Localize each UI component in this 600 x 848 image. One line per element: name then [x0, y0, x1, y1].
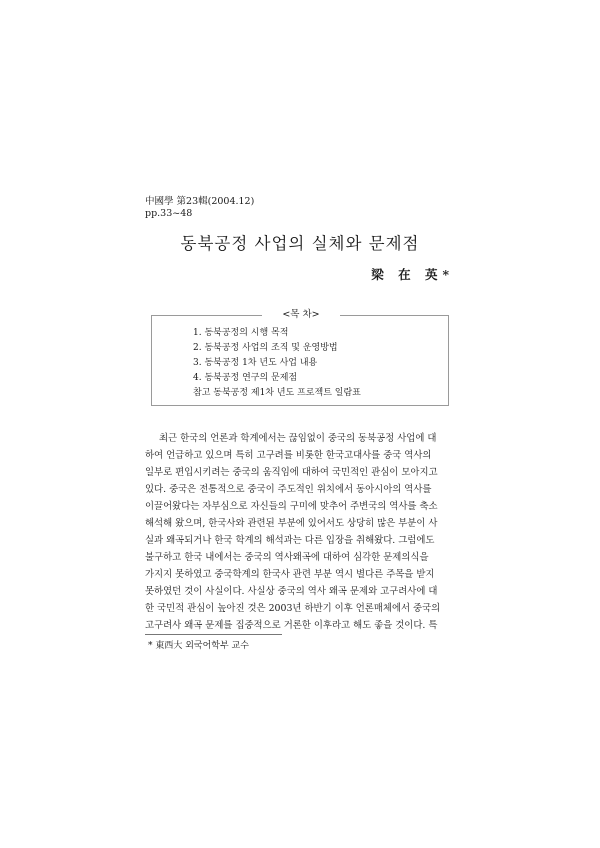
- toc-item: 2. 동북공정 사업의 조직 및 운영방법: [193, 343, 338, 353]
- toc-heading: <목 차>: [262, 308, 340, 321]
- toc-list: [193, 326, 361, 401]
- author-name: 梁 在 英*: [371, 267, 454, 282]
- body-line: 해석해 왔으며, 한국사와 관련된 부분에 있어서도 상당히 많은 부분이 사: [145, 518, 438, 529]
- toc-item: 1. 동북공정의 시행 목적: [193, 328, 289, 338]
- body-line: 불구하고 한국 내에서는 중국의 역사왜곡에 대하여 심각한 문제의식을: [145, 552, 429, 563]
- article-title: 동북공정 사업의 실체와 문제점: [180, 234, 420, 253]
- body-line: 최근 한국의 언론과 학계에서는 끊임없이 중국의 동북공정 사업에 대: [159, 433, 437, 444]
- body-line: 하여 언급하고 있으며 특히 고구려를 비롯한 한국고대사를 중국 역사의: [145, 450, 432, 461]
- body-line: 고구려사 왜곡 문제를 집중적으로 거론한 이후라고 해도 좋을 것이다. 특: [145, 620, 438, 631]
- page-range: pp.33~48: [145, 208, 193, 219]
- toc-item: 4. 동북공정 연구의 문제점: [193, 373, 298, 383]
- body-line: 못하였던 것이 사실이다. 사실상 중국의 역사 왜곡 문제와 고구려사에 대: [145, 586, 438, 597]
- body-paragraph: [145, 430, 456, 634]
- footnote-divider: [145, 634, 282, 635]
- toc-item: 참고 동북공정 제1차 년도 프로젝트 일람표: [193, 388, 361, 398]
- body-line: 실과 왜곡되거나 한국 학계의 해석과는 다른 입장을 취해왔다. 그럼에도: [145, 535, 435, 546]
- body-line: 이끌어왔다는 자부심으로 자신들의 구미에 맞추어 주변국의 역사를 축소: [145, 501, 438, 512]
- body-line: 한 국민적 관심이 높아진 것은 2003년 하반기 이후 언론매체에서 중국의: [145, 603, 441, 614]
- body-line: 가지지 못하였고 중국학계의 한국사 관련 부분 역시 별다른 주목을 받지: [145, 569, 435, 580]
- footnote: * 東西大 외국어학부 교수: [148, 641, 249, 651]
- toc-item: 3. 동북공정 1차 년도 사업 내용: [193, 358, 318, 368]
- body-line: 있다. 중국은 전통적으로 중국이 주도적인 위치에서 동아시아의 역사를: [145, 484, 432, 495]
- journal-citation: 中國學 第23輯(2004.12): [145, 196, 255, 207]
- body-line: 일부로 편입시키려는 중국의 움직임에 대하여 국민적인 관심이 모아지고: [145, 467, 438, 478]
